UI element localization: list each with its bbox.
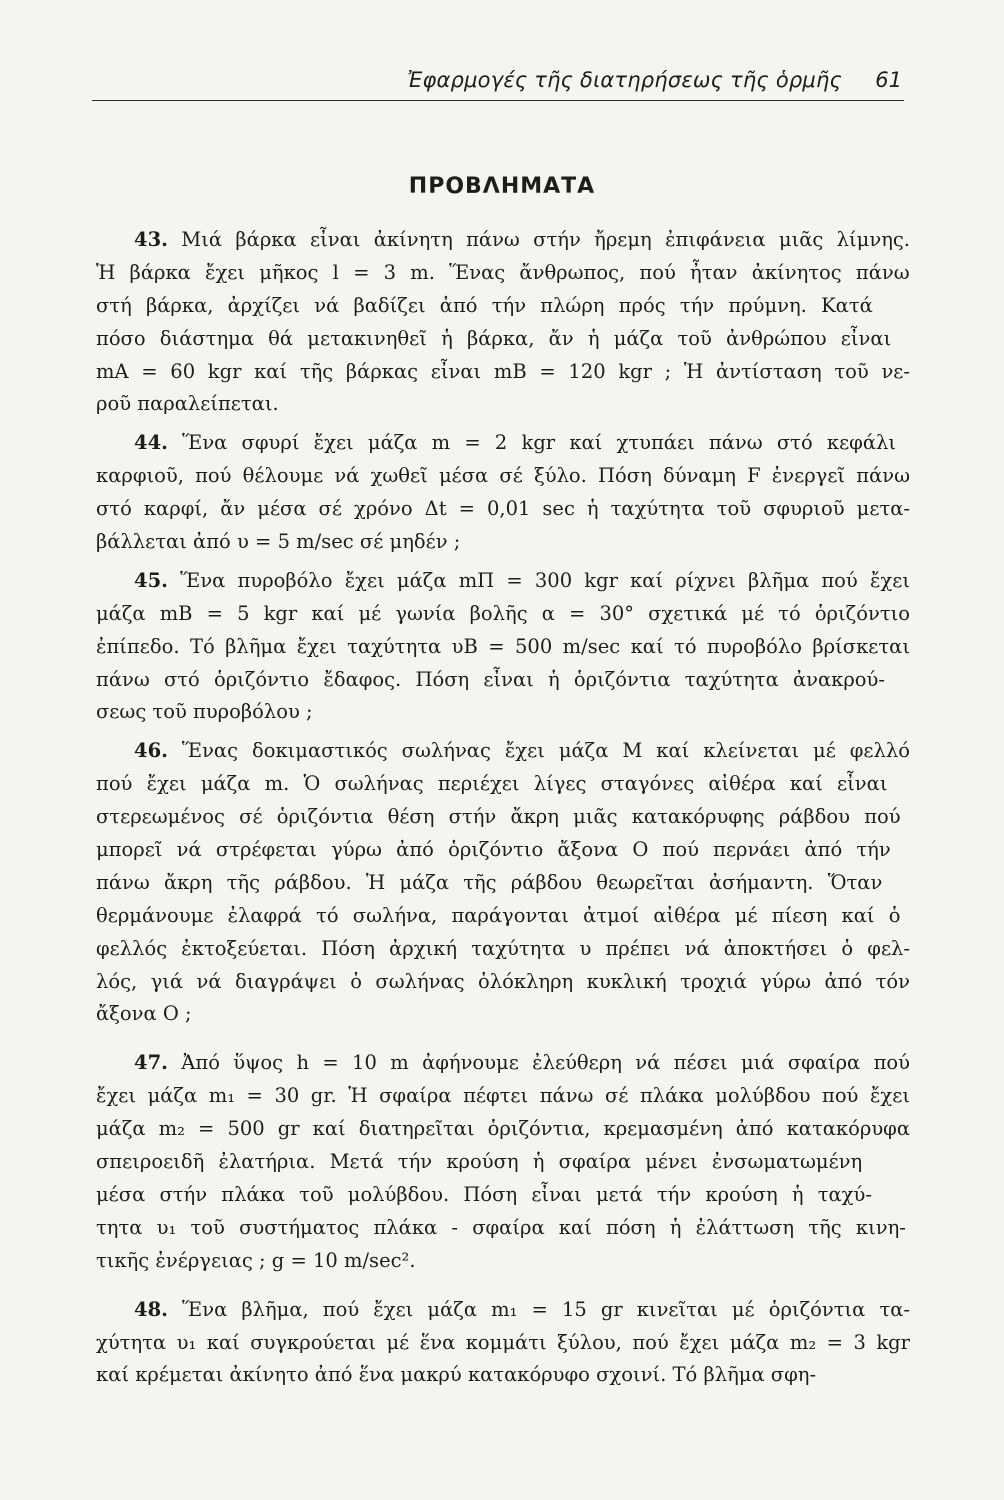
problem-line xyxy=(96,224,910,257)
problem-line xyxy=(96,900,910,933)
problem-text: φελλός ἐκτοξεύεται. Πόση ἀρχική ταχύτητα υ πρέπει νά ἀποκτήσει ὁ φελ- xyxy=(96,936,910,960)
problem-number: 43. xyxy=(134,228,168,251)
problem-text: πάνω ἄκρη τῆς ράβδου. Ἡ μάζα τῆς ράβδου θεωρεῖται ἀσήμαντη. Ὅταν xyxy=(96,870,883,894)
problem-line xyxy=(96,1113,910,1146)
problem-line xyxy=(96,290,910,323)
problem-line xyxy=(96,867,910,900)
section-title: ΠΡΟΒΛΗΜΑΤΑ xyxy=(408,174,596,199)
problem-text: χύτητα υ₁ καί συγκρούεται μέ ἕνα κομμάτι ξύλου, πού ἔχει μάζα m₂ = 3 kgr xyxy=(96,1330,910,1354)
problem-text: καί κρέμεται ἀκίνητο ἀπό ἕνα μακρύ κατακόρυφο σχοινί. Τό βλῆμα σφη- xyxy=(96,1363,817,1387)
problem-text: στή βάρκα, ἀρχίζει νά βαδίζει ἀπό τήν πλώρη πρός τήν πρύμνη. Κατά xyxy=(96,293,873,317)
problem-text: πάνω στό ὁριζόντιο ἔδαφος. Πόση εἶναι ἡ ὁριζόντια ταχύτητα ἀνακρού- xyxy=(96,667,885,691)
problem-47 xyxy=(96,1047,910,1277)
problem-line xyxy=(96,1047,910,1080)
problem-text: θερμάνουμε ἐλαφρά τό σωλήνα, παράγονται ἀτμοί αἰθέρα μέ πίεση καί ὁ xyxy=(96,903,901,927)
problem-text: mA = 60 kgr καί τῆς βάρκας εἶναι mB = 120 kgr ; Ἡ ἀντίσταση τοῦ νε- xyxy=(96,359,910,383)
problem-line xyxy=(96,493,910,526)
problem-line xyxy=(96,1179,910,1212)
problem-line xyxy=(96,735,910,768)
problem-line xyxy=(96,1245,910,1278)
problem-line xyxy=(96,388,910,421)
problem-text: λός, γιά νά διαγράψει ὁ σωλήνας ὁλόκληρη κυκλική τροχιά γύρω ἀπό τόν xyxy=(96,969,910,993)
problem-46 xyxy=(96,735,910,1031)
problem-text: Ἀπό ὕψος h = 10 m ἀφήνουμε ἐλεύθερη νά πέσει μιά σφαίρα πού xyxy=(181,1051,910,1075)
problem-line xyxy=(96,966,910,999)
problem-text: Ἕνας δοκιμαστικός σωλήνας ἔχει μάζα M καί κλείνεται μέ φελλό xyxy=(181,739,910,763)
problem-line xyxy=(96,998,910,1031)
problem-line xyxy=(96,768,910,801)
problem-text: ἐπίπεδο. Τό βλῆμα ἔχει ταχύτητα υB = 500 m/sec καί τό πυροβόλο βρίσκεται xyxy=(96,634,910,658)
problem-44 xyxy=(96,427,910,559)
problem-line xyxy=(96,1294,910,1327)
problem-line xyxy=(96,834,910,867)
problem-line xyxy=(96,1080,910,1113)
problem-text: μάζα mB = 5 kgr καί μέ γωνία βολῆς α = 30° σχετικά μέ τό ὁριζόντιο xyxy=(96,601,910,625)
problem-line xyxy=(96,696,910,729)
problem-text: στό καρφί, ἄν μέσα σέ χρόνο Δt = 0,01 sec ἡ ταχύτητα τοῦ σφυριοῦ μετα- xyxy=(96,497,910,521)
problem-text: τικῆς ἐνέργειας ; g = 10 m/sec². xyxy=(96,1248,416,1272)
problem-line xyxy=(96,631,910,664)
problem-line xyxy=(96,1359,910,1392)
problem-line xyxy=(96,1327,910,1360)
problem-text: μπορεῖ νά στρέφεται γύρω ἀπό ὁριζόντιο ἄξονα O πού περνάει ἀπό τήν xyxy=(96,838,891,862)
problem-text: σεως τοῦ πυροβόλου ; xyxy=(96,700,313,724)
header-title: Ἐφαρμογές τῆς διατηρήσεως τῆς ὁρμῆς xyxy=(407,68,842,92)
problem-text: πού ἔχει μάζα m. Ὁ σωλήνας περιέχει λίγες σταγόνες αἰθέρα καί εἶναι xyxy=(96,772,888,796)
problem-line xyxy=(96,933,910,966)
problem-list xyxy=(96,224,910,1408)
problem-line xyxy=(96,427,910,460)
problem-number: 44. xyxy=(134,431,168,455)
problem-text: ἄξονα O ; xyxy=(96,1002,192,1026)
problem-45 xyxy=(96,565,910,729)
problem-number: 47. xyxy=(134,1051,168,1075)
problem-line xyxy=(96,257,910,290)
problem-number: 48. xyxy=(134,1297,168,1321)
problem-text: πόσο διάστημα θά μετακινηθεῖ ἡ βάρκα, ἄν ἡ μάζα τοῦ ἀνθρώπου εἶναι xyxy=(96,326,892,350)
problem-line xyxy=(96,598,910,631)
problem-number: 46. xyxy=(134,739,168,763)
page-number: 61 xyxy=(875,68,902,92)
problem-line xyxy=(96,356,910,389)
problem-text: Ἕνα πυροβόλο ἔχει μάζα mΠ = 300 kgr καί ρίχνει βλῆμα πού ἔχει xyxy=(180,568,910,592)
problem-text: Ἕνα σφυρί ἔχει μάζα m = 2 kgr καί χτυπάει πάνω στό κεφάλι xyxy=(182,431,896,455)
problem-text: Ἕνα βλῆμα, πού ἔχει μάζα m₁ = 15 gr κινεῖται μέ ὁριζόντια τα- xyxy=(182,1297,910,1321)
problem-line xyxy=(96,1146,910,1179)
problem-line xyxy=(96,664,910,697)
problem-text: βάλλεται ἀπό υ = 5 m/sec σέ μηδέν ; xyxy=(96,530,461,554)
problem-line xyxy=(96,526,910,559)
problem-text: ροῦ παραλείπεται. xyxy=(96,392,279,416)
problem-line xyxy=(96,323,910,356)
problem-text: Ἡ βάρκα ἔχει μῆκος l = 3 m. Ἕνας ἄνθρωπος, πού ἦταν ἀκίνητος πάνω xyxy=(96,260,910,284)
problem-48 xyxy=(96,1294,910,1393)
problem-number: 45. xyxy=(134,568,168,592)
problem-line xyxy=(96,801,910,834)
running-header xyxy=(92,66,904,101)
problem-text: καρφιοῦ, πού θέλουμε νά χωθεῖ μέσα σέ ξύλο. Πόση δύναμη F ἐνεργεῖ πάνω xyxy=(96,464,910,488)
problem-text: τητα υ₁ τοῦ συστήματος πλάκα - σφαίρα καί πόση ἡ ἐλάττωση τῆς κινη- xyxy=(96,1215,906,1239)
problem-text: στερεωμένος σέ ὁριζόντια θέση στήν ἄκρη μιᾶς κατακόρυφης ράβδου πού xyxy=(96,805,901,829)
problem-text: Μιά βάρκα εἶναι ἀκίνητη πάνω στήν ἤρεμη ἐπιφάνεια μιᾶς λίμνης. xyxy=(181,228,910,251)
problem-line xyxy=(96,1212,910,1245)
problem-line xyxy=(96,565,910,598)
problem-line xyxy=(96,460,910,493)
problem-text: ἔχει μάζα m₁ = 30 gr. Ἡ σφαίρα πέφτει πάνω σέ πλάκα μολύβδου πού ἔχει xyxy=(96,1084,910,1108)
problem-text: μέσα στήν πλάκα τοῦ μολύβδου. Πόση εἶναι μετά τήν κρούση ἡ ταχύ- xyxy=(96,1182,872,1206)
problem-text: σπειροειδῆ ἐλατήρια. Μετά τήν κρούση ἡ σφαίρα μένει ἐνσωματωμένη xyxy=(96,1150,863,1174)
problem-text: μάζα m₂ = 500 gr καί διατηρεῖται ὁριζόντια, κρεμασμένη ἀπό κατακόρυφα xyxy=(96,1117,910,1141)
problem-43 xyxy=(96,224,910,421)
